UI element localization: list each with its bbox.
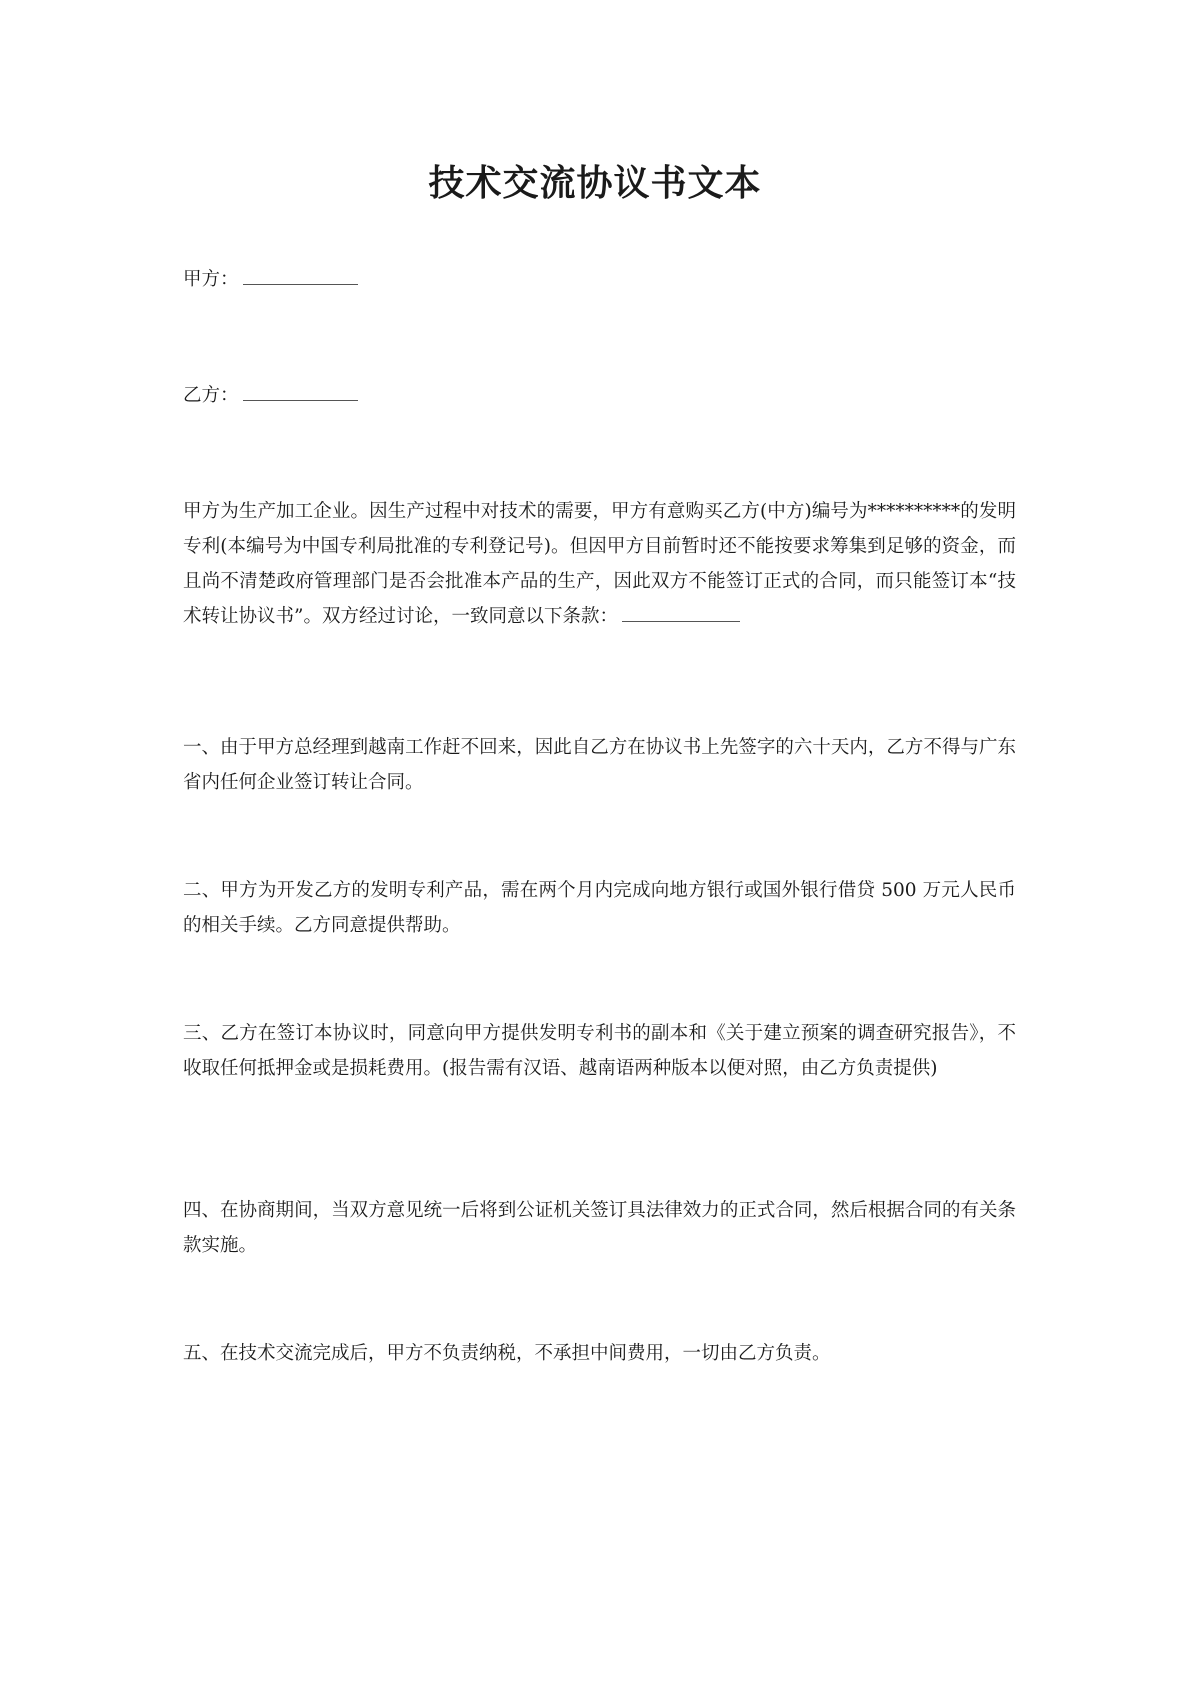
- intro-text: 甲方为生产加工企业。因生产过程中对技术的需要，甲方有意购买乙方(中方)编号为**********的发明专利(本编号为中国专利局批准的专利登记号)。但因甲方目前暂时还不能按要求筹集到足够的资金，而且尚不清楚政府管理部门是否会批准本产品的生产，因此双方不能签订正式的合同，而只能签订本“技术转让协议书”。双方经过讨论，一致同意以下条款：: [183, 501, 1016, 627]
- party-a-label: 甲方：: [183, 269, 239, 290]
- clause-4: 四、在协商期间，当双方意见统一后将到公证机关签订具法律效力的正式合同，然后根据合同的有关条款实施。: [183, 1200, 1016, 1256]
- intro-blank: [622, 603, 740, 622]
- clause-2: 二、甲方为开发乙方的发明专利产品，需在两个月内完成向地方银行或国外银行借贷 500 万元人民币的相关手续。乙方同意提供帮助。: [183, 880, 1016, 936]
- party-a-line: [183, 262, 1016, 297]
- party-b-blank: [243, 382, 358, 401]
- clause-1: 一、由于甲方总经理到越南工作赶不回来，因此自乙方在协议书上先签字的六十天内，乙方不得与广东省内任何企业签订转让合同。: [183, 737, 1016, 793]
- clause-5: 五、在技术交流完成后，甲方不负责纳税，不承担中间费用，一切由乙方负责。: [183, 1343, 831, 1364]
- document-title: 技术交流协议书文本: [428, 162, 762, 204]
- party-a-blank: [243, 266, 358, 285]
- intro-paragraph: [183, 494, 1016, 634]
- clause-3: 三、乙方在签订本协议时，同意向甲方提供发明专利书的副本和《关于建立预案的调查研究报告》，不收取任何抵押金或是损耗费用。(报告需有汉语、越南语两种版本以便对照，由乙方负责提供): [183, 1023, 1016, 1079]
- party-b-label: 乙方：: [183, 385, 239, 406]
- party-b-line: [183, 378, 1016, 413]
